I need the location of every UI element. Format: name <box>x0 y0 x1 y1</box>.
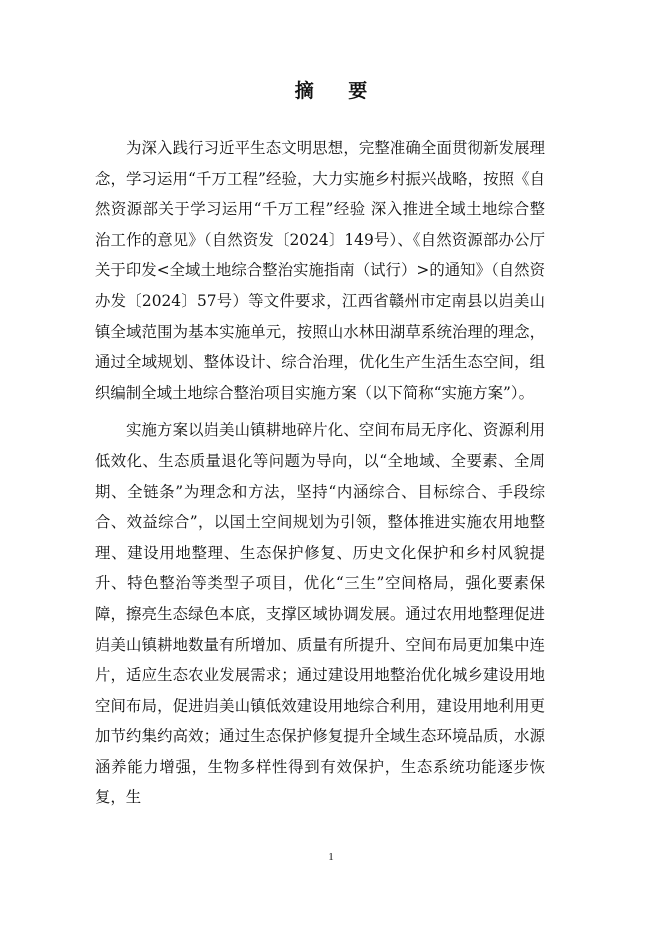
paragraph-1: 为深入践行习近平生态文明思想，完整准确全面贯彻新发展理念，学习运用“千万工程”经验，大力实施乡村振兴战略，按照《自然资源部关于学习运用“千万工程”经验 深入推进全域土地综合整治工作的意见》（自然资发〔2024〕149号）、《自然资源部办公厅关于印发<全域土地综合整治实施指南（试行）>的通知》（自然资办发〔2024〕57号）等文件要求，江西省赣州市定南县以岿美山镇全域范围为基本实施单元，按照山水林田湖草系统治理的理念，通过全域规划、整体设计、综合治理，优化生产生活生态空间，组织编制全域土地综合整治项目实施方案（以下简称“实施方案”）。 <box>95 139 545 402</box>
page-title: 摘 要 <box>294 80 382 102</box>
paragraph-2: 实施方案以岿美山镇耕地碎片化、空间布局无序化、资源利用低效化、生态质量退化等问题为导向，以“全地域、全要素、全周期、全链条”为理念和方法，坚持“内涵综合、目标综合、手段综合、效益综合”，以国土空间规划为引领，整体推进实施农用地整理、建设用地整理、生态保护修复、历史文化保护和乡村风貌提升、特色整治等类型子项目，优化“三生”空间格局，强化要素保障，擦亮生态绿色本底，支撑区域协调发展。通过农用地整理促进岿美山镇耕地数量有所增加、质量有所提升、空间布局更加集中连片，适应生态农业发展需求；通过建设用地整治优化城乡建设用地空间布局，促进岿美山镇低效建设用地综合利用，建设用地利用更加节约集约高效；通过生态保护修复提升全域生态环境品质，水源涵养能力增强，生物多样性得到有效保护，生态系统功能逐步恢复，生 <box>95 421 545 807</box>
body-text <box>95 133 545 813</box>
page-number: 1 <box>328 851 334 863</box>
